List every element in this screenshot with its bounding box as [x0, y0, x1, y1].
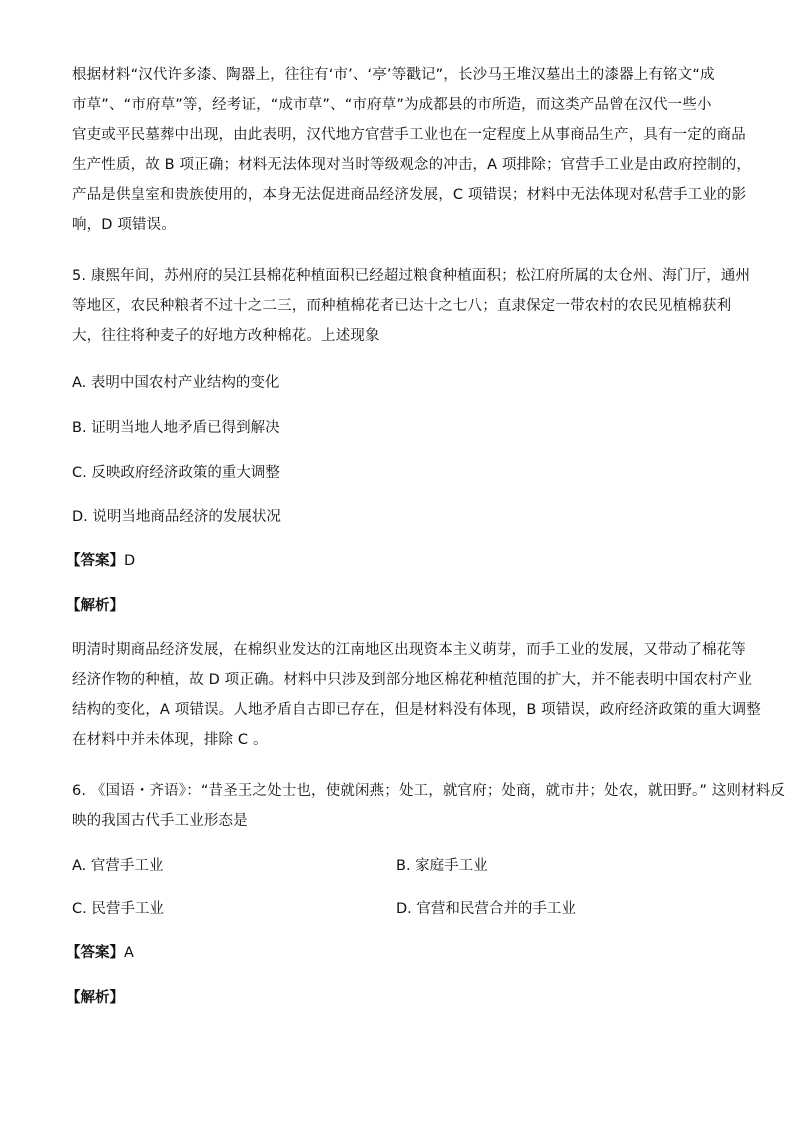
text-line: 6. 《国语・齐语》：“昔圣王之处士也，使就闲燕；处工，就官府；处商，就市井；处农，就田野。” 这则材料反 — [72, 783, 786, 799]
option-b: B. 证明当地人地矛盾已得到解决 — [72, 420, 280, 436]
answer-value: D — [124, 553, 136, 569]
text-line: 根据材料“汉代许多漆、陶器上，往往有‘市’、‘亭’等戳记”，长沙马王堆汉墓出土的漆器上有铭文“成 — [72, 67, 715, 83]
text-line: 结构的变化，A 项错误。人地矛盾自古即已存在，但是材料没有体现，B 项错误，政府经济政策的重大调整 — [72, 702, 761, 718]
option-a: A. 表明中国农村产业结构的变化 — [72, 375, 280, 391]
answer-label: 【答案】 — [66, 945, 124, 961]
option-a: A. 官营手工业 — [72, 858, 164, 874]
analysis-paragraph-q4 — [72, 60, 752, 240]
answer-label: 【答案】 — [66, 553, 124, 569]
option-c: C. 民营手工业 — [72, 901, 164, 917]
text-line: 等地区，农民种粮者不过十之二三，而种植棉花者已达十之七八；直隶保定一带农村的农民见植棉获利 — [72, 298, 732, 314]
option-c: C. 反映政府经济政策的重大调整 — [72, 465, 280, 481]
analysis-paragraph-q5 — [72, 635, 761, 755]
option-b: B. 家庭手工业 — [396, 858, 488, 874]
question-6-stem — [72, 776, 786, 836]
text-line: 在材料中并未体现，排除 C 。 — [72, 732, 268, 748]
analysis-label-q6: 【解析】 — [66, 990, 124, 1006]
answer-value: A — [124, 945, 134, 961]
text-line: 映的我国古代手工业形态是 — [72, 813, 248, 829]
option-d: D. 说明当地商品经济的发展状况 — [72, 509, 281, 525]
analysis-label-q5: 【解析】 — [66, 598, 124, 614]
text-line: 经济作物的种植，故 D 项正确。材料中只涉及到部分地区棉花种植范围的扩大，并不能表明中国农村产业 — [72, 672, 753, 688]
question-5-stem — [72, 261, 751, 351]
text-line: 5. 康熙年间，苏州府的吴江县棉花种植面积已经超过粮食种植面积；松江府所属的太仓州、海门厅，通州 — [72, 268, 751, 284]
answer-q5 — [66, 550, 135, 572]
text-line: 响，D 项错误。 — [72, 217, 176, 233]
text-line: 明清时期商品经济发展，在棉织业发达的江南地区出现资本主义萌芽，而手工业的发展，又带动了棉花等 — [72, 642, 746, 658]
text-line: 大，往往将种麦子的好地方改种棉花。上述现象 — [72, 328, 380, 344]
answer-q6 — [66, 942, 134, 964]
text-line: 市草”、“市府草”等，经考证，“成市草”、“市府草”为成都县的市所造，而这类产品曾在汉代一些小 — [72, 97, 712, 113]
option-d: D. 官营和民营合并的手工业 — [396, 901, 576, 917]
text-line: 产品是供皇室和贵族使用的，本身无法促进商品经济发展，C 项错误；材料中无法体现对私营手工业的影 — [72, 187, 747, 203]
text-line: 生产性质，故 B 项正确；材料无法体现对当时等级观念的冲击，A 项排除；官营手工业是由政府控制的， — [72, 157, 752, 173]
text-line: 官吏或平民墓葬中出现，由此表明，汉代地方官营手工业也在一定程度上从事商品生产，具有一定的商品 — [72, 127, 746, 143]
